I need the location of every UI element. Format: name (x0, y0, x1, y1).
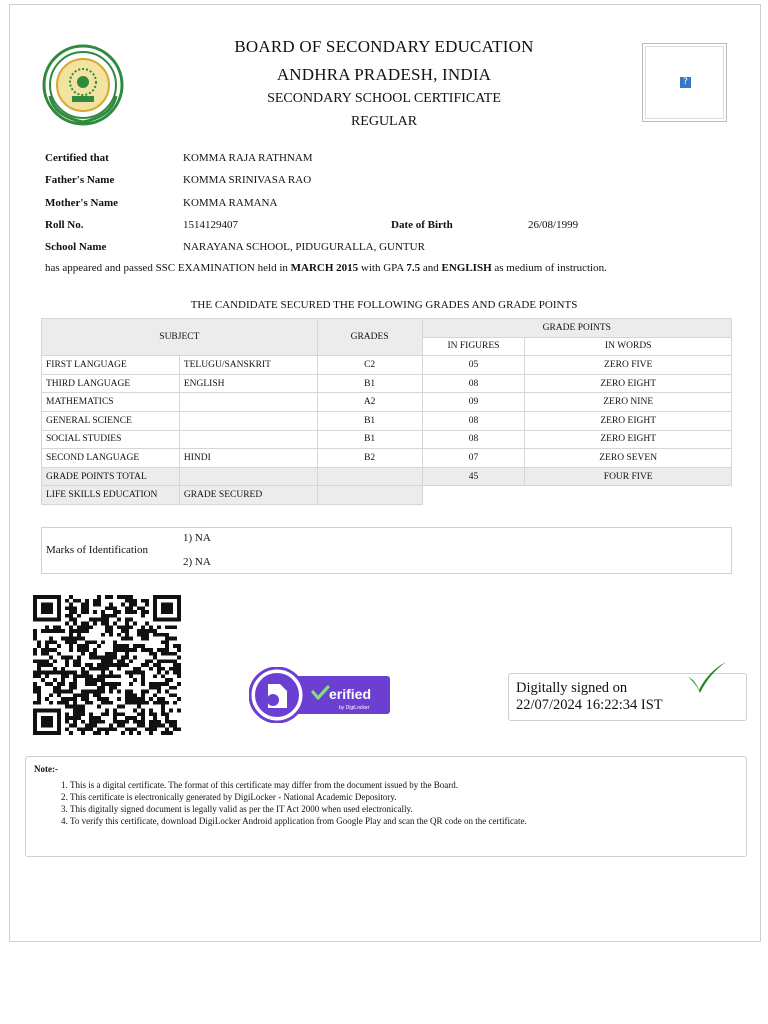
mother-label: Mother's Name (45, 197, 119, 209)
digilocker-verified-badge (249, 667, 390, 723)
board-title: BOARD OF SECONDARY EDUCATION (234, 37, 534, 56)
candidate-name: KOMMA RAJA RATHNAM (183, 152, 313, 164)
list-item: 4. To verify this certificate, download DigiLocker Android application from Google Play and scan the QR code on the certificate. (70, 815, 527, 827)
candidate-photo (642, 43, 727, 122)
in-words-header: IN WORDS (525, 337, 732, 356)
medium-value: ENGLISH (441, 262, 492, 274)
identification-mark-2: 2) NA (183, 556, 211, 568)
badge-text: erified (329, 686, 372, 702)
table-row: FIRST LANGUAGE TELUGU/SANSKRIT C2 05 ZERO FIVE (42, 356, 732, 375)
result-statement: has appeared and passed SSC EXAMINATION held in MARCH 2015 with GPA 7.5 and ENGLISH as medium of instruction. (45, 262, 607, 274)
dob-value: 26/08/1999 (528, 219, 579, 231)
list-item: 1. This is a digital certificate. The format of this certificate may differ from the document issued by the Board. (70, 779, 527, 791)
list-item: 3. This digitally signed document is legally valid as per the IT Act 2000 when used electronically. (70, 803, 527, 815)
grades-table (41, 318, 732, 505)
missing-image-icon: ? (680, 77, 691, 88)
certified-label: Certified that (45, 152, 109, 164)
school-label: School Name (45, 241, 107, 253)
in-figures-header: IN FIGURES (422, 337, 525, 356)
notes-title: Note:- (34, 764, 58, 774)
table-row: THIRD LANGUAGE ENGLISH B1 08 ZERO EIGHT (42, 374, 732, 393)
list-item: 2. This certificate is electronically generated by DigiLocker - National Academic Depository. (70, 791, 527, 803)
signature-line-1: Digitally signed on (516, 680, 628, 696)
identification-mark-1: 1) NA (183, 532, 211, 544)
roll-label: Roll No. (45, 219, 84, 231)
signature-valid-check-icon (686, 660, 728, 694)
grades-table-title: THE CANDIDATE SECURED THE FOLLOWING GRADES AND GRADE POINTS (190, 299, 578, 311)
identification-marks (41, 527, 732, 574)
table-row: SECOND LANGUAGE HINDI B2 07 ZERO SEVEN (42, 449, 732, 468)
subject-header: SUBJECT (42, 319, 318, 356)
qr-code[interactable] (33, 595, 181, 735)
table-row: MATHEMATICS A2 09 ZERO NINE (42, 393, 732, 412)
father-label: Father's Name (45, 174, 115, 186)
exam-month: MARCH 2015 (290, 262, 359, 274)
father-name: KOMMA SRINIVASA RAO (183, 174, 312, 186)
table-row: SOCIAL STUDIES B1 08 ZERO EIGHT (42, 430, 732, 449)
dob-label: Date of Birth (391, 219, 453, 231)
roll-number: 1514129407 (183, 219, 238, 231)
gpa-value: 7.5 (406, 262, 421, 274)
grades-header: GRADES (317, 319, 422, 356)
notes-list (37, 779, 527, 827)
life-skills-row: LIFE SKILLS EDUCATION GRADE SECURED (42, 486, 732, 505)
total-row: GRADE POINTS TOTAL 45 FOUR FIVE (42, 467, 732, 486)
mother-name: KOMMA RAMANA (183, 197, 278, 209)
certificate-type: REGULAR (350, 114, 418, 129)
school-name: NARAYANA SCHOOL, PIDUGURALLA, GUNTUR (183, 241, 425, 253)
qr-modules (33, 595, 181, 735)
certificate-title: SECONDARY SCHOOL CERTIFICATE (267, 91, 501, 106)
state-title: ANDHRA PRADESH, INDIA (276, 65, 492, 84)
identification-label: Marks of Identification (46, 544, 149, 556)
notes-box (25, 756, 747, 857)
signature-timestamp: 22/07/2024 16:22:34 IST (516, 697, 663, 713)
badge-subtext: by DigiLocker (339, 705, 370, 711)
grade-points-header: GRADE POINTS (422, 319, 731, 338)
table-row: GENERAL SCIENCE B1 08 ZERO EIGHT (42, 411, 732, 430)
